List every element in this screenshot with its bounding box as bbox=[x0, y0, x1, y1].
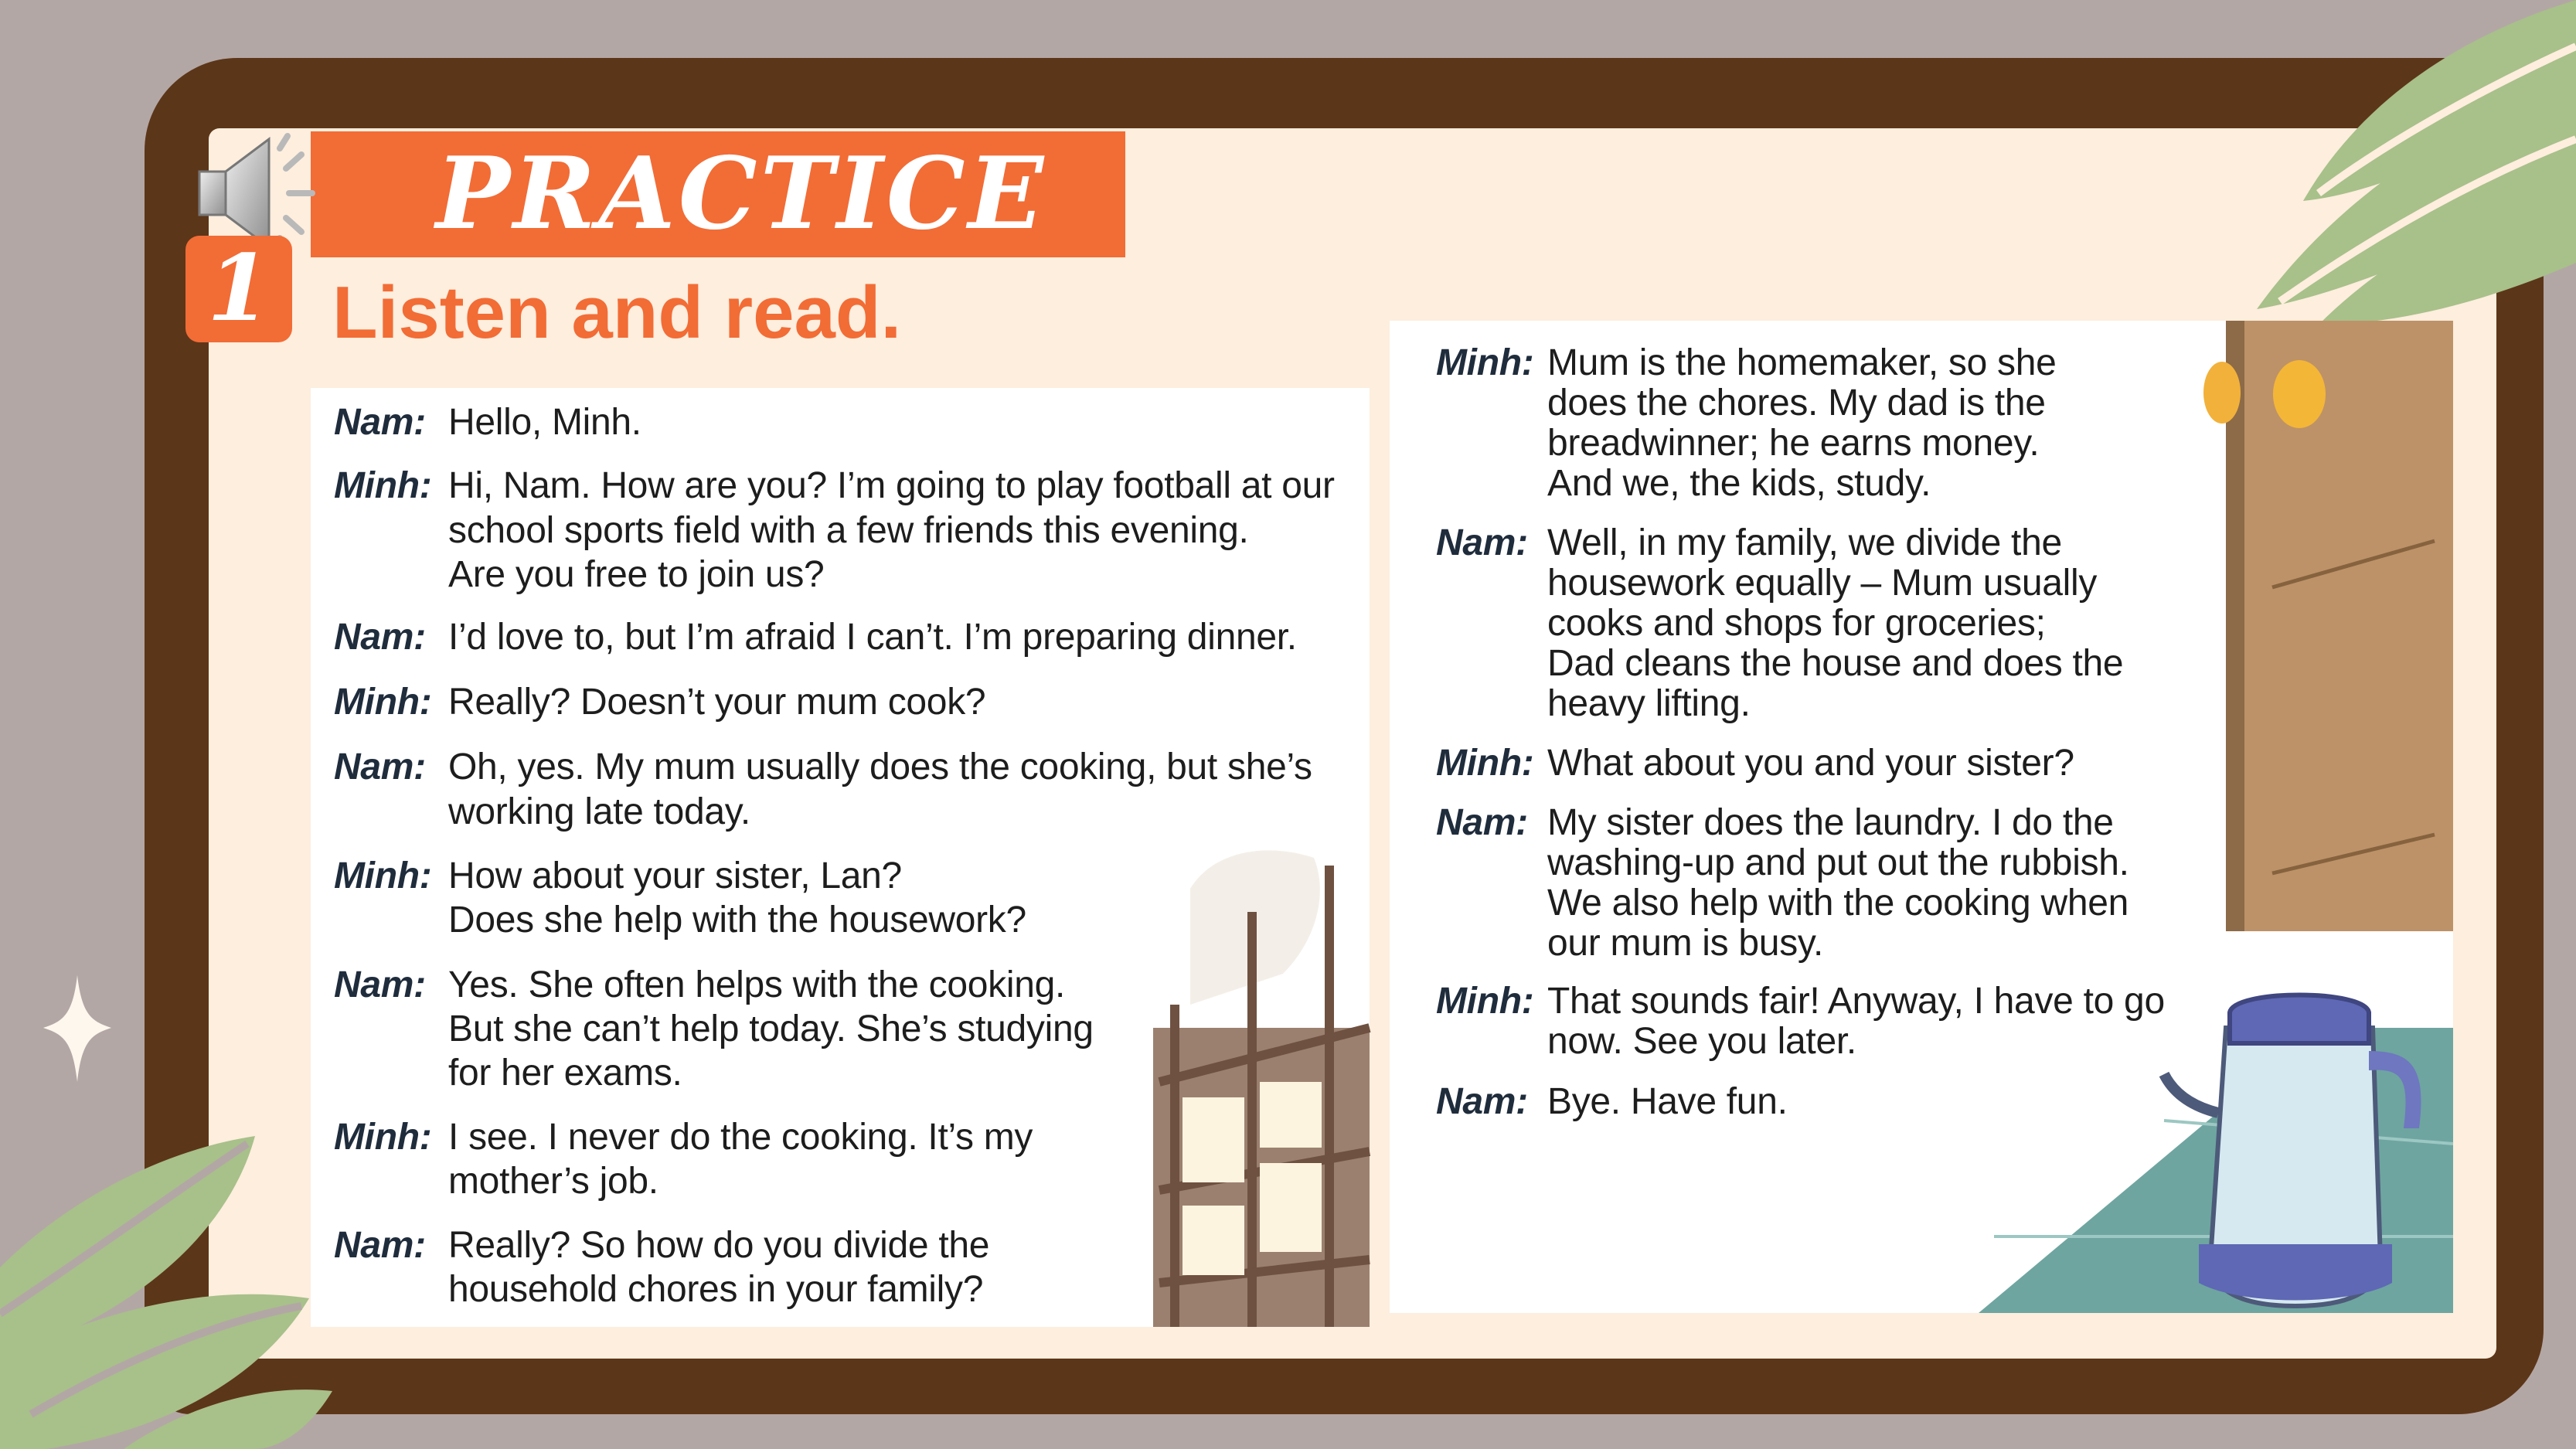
exercise-instruction: Listen and read. bbox=[332, 271, 902, 354]
dialogue-line: Well, in my family, we divide the bbox=[1547, 522, 2062, 563]
dialogue-line: breadwinner; he earns money. bbox=[1547, 423, 2040, 464]
speaker-label: Minh: bbox=[334, 1117, 432, 1158]
dialogue-line: does the chores. My dad is the bbox=[1547, 383, 2046, 423]
dialogue-line: Oh, yes. My mum usually does the cooking, but she’s bbox=[448, 747, 1312, 787]
dialogue-line: washing-up and put out the rubbish. bbox=[1547, 842, 2129, 883]
dialogue-line: heavy lifting. bbox=[1547, 683, 1751, 724]
speaker-label: Minh: bbox=[1436, 342, 1534, 383]
speaker-label: Minh: bbox=[334, 855, 432, 896]
dialogue-line: working late today. bbox=[448, 791, 750, 832]
dialogue-line: Yes. She often helps with the cooking. bbox=[448, 964, 1066, 1005]
speaker-label: Minh: bbox=[1436, 743, 1534, 784]
dialogue-line: Does she help with the housework? bbox=[448, 900, 1026, 940]
dialogue-line: My sister does the laundry. I do the bbox=[1547, 802, 2114, 843]
speaker-label: Minh: bbox=[334, 682, 432, 723]
dialogue-line: Really? Doesn’t your mum cook? bbox=[448, 682, 986, 723]
dialogue-line: Mum is the homemaker, so she bbox=[1547, 342, 2057, 383]
speaker-label: Nam: bbox=[334, 747, 426, 787]
dialogue-line: for her exams. bbox=[448, 1053, 682, 1094]
dialogue-line: our mum is busy. bbox=[1547, 923, 1824, 964]
speaker-label: Nam: bbox=[334, 964, 426, 1005]
speaker-label: Nam: bbox=[334, 1225, 426, 1266]
speaker-label: Minh: bbox=[1436, 981, 1534, 1022]
dialogue-line: We also help with the cooking when bbox=[1547, 883, 2129, 923]
dialogue-line: cooks and shops for groceries; bbox=[1547, 603, 2046, 644]
dialogue-line: household chores in your family? bbox=[448, 1269, 984, 1310]
dialogue-line: school sports field with a few friends this evening. bbox=[448, 510, 1249, 551]
dialogue-line: mother’s job. bbox=[448, 1161, 658, 1202]
speaker-label: Nam: bbox=[1436, 522, 1528, 563]
page-title: PRACTICE bbox=[435, 136, 1047, 252]
dialogue-line: Hi, Nam. How are you? I’m going to play football at our bbox=[448, 465, 1335, 506]
speaker-label: Nam: bbox=[1436, 802, 1528, 843]
speaker-label: Nam: bbox=[334, 402, 426, 443]
dialogue-line: But she can’t help today. She’s studying bbox=[448, 1009, 1094, 1049]
dialogue-line: I’d love to, but I’m afraid I can’t. I’m preparing dinner. bbox=[448, 617, 1297, 658]
dialogue-line: Really? So how do you divide the bbox=[448, 1225, 990, 1266]
speaker-label: Minh: bbox=[334, 465, 432, 506]
dialogue-line: housework equally – Mum usually bbox=[1547, 563, 2098, 604]
dialogue-line: How about your sister, Lan? bbox=[448, 855, 902, 896]
dialogue-line: That sounds fair! Anyway, I have to go bbox=[1547, 981, 2165, 1022]
dialogue-line: And we, the kids, study. bbox=[1547, 463, 1931, 504]
dialogue-line: Dad cleans the house and does the bbox=[1547, 643, 2124, 684]
dialogue-line: I see. I never do the cooking. It’s my bbox=[448, 1117, 1033, 1158]
dialogue-line: Hello, Minh. bbox=[448, 402, 641, 443]
dialogue-line: Are you free to join us? bbox=[448, 554, 825, 595]
speaker-label: Nam: bbox=[334, 617, 426, 658]
exercise-number-badge: 1 bbox=[185, 236, 292, 342]
dialogue-line: What about you and your sister? bbox=[1547, 743, 2074, 784]
dialogue-line: now. See you later. bbox=[1547, 1021, 1856, 1062]
speaker-label: Nam: bbox=[1436, 1081, 1528, 1122]
dialogue-line: Bye. Have fun. bbox=[1547, 1081, 1788, 1122]
